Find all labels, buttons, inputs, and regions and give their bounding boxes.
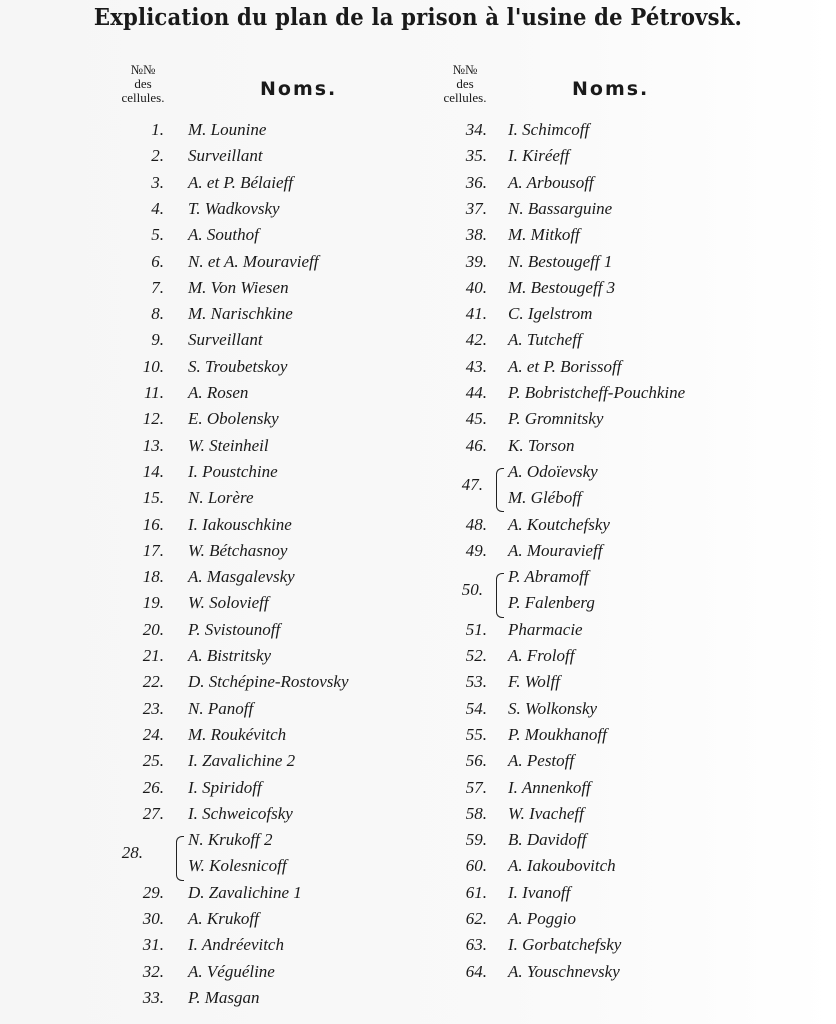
cell-number: 55.	[465, 724, 487, 744]
cell-number: 14.	[142, 461, 164, 481]
occupant-name: Pharmacie	[508, 619, 583, 639]
cell-number: 2.	[151, 146, 164, 166]
occupant-name: P. Bobristcheff-Pouchkine	[508, 383, 686, 402]
cell-number: 63.	[465, 935, 487, 955]
cell-number: 26.	[142, 777, 164, 797]
occupant-name: W. Steinheil	[188, 435, 269, 455]
cell-number: 51.	[465, 619, 487, 639]
occupant-name: I. Andréevitch	[188, 935, 284, 955]
occupant-name: M. Mitkoff	[508, 225, 580, 245]
occupant-name: P. Moukhanoff	[508, 724, 607, 744]
cell-number: 12.	[142, 409, 164, 429]
occupant-name: M. Narischkine	[188, 304, 293, 324]
cell-number: 59.	[465, 830, 487, 850]
cell-number: 62.	[465, 909, 487, 928]
numero-label: №№	[130, 62, 156, 77]
occupant-name: P. Svistounoff	[188, 619, 281, 639]
cell-number: 49.	[465, 540, 487, 560]
occupant-name: A. Southof	[188, 225, 259, 245]
cell-number: 38.	[465, 225, 487, 245]
cell-number: 53.	[465, 672, 487, 692]
cell-number: 3.	[151, 172, 164, 192]
occupant-name: I. Annenkoff	[508, 777, 591, 797]
cell-number: 52.	[465, 646, 487, 665]
cell-number: 16.	[142, 514, 164, 534]
cell-number: 43.	[465, 356, 487, 376]
occupant-name: I. Poustchine	[188, 461, 278, 481]
cell-number: 8.	[151, 304, 164, 324]
occupant-name: Surveillant	[188, 146, 263, 166]
occupant-name: P. Abramoff	[508, 567, 589, 587]
cell-number: 34.	[465, 120, 487, 139]
cell-number: 54.	[465, 698, 487, 718]
cell-number: 58.	[465, 803, 487, 823]
cell-number: 9.	[151, 330, 164, 350]
occupant-name: P. Masgan	[188, 987, 260, 1007]
occupant-name: N. Lorère	[188, 488, 254, 508]
cell-number: 41.	[465, 304, 487, 324]
des-label: des	[456, 76, 474, 91]
occupant-name: P. Gromnitsky	[508, 409, 604, 429]
occupant-name: M. Bestougeff 3	[508, 277, 616, 297]
occupant-name: I. Gorbatchefsky	[508, 935, 622, 955]
occupant-name: D. Zavalichine 1	[188, 882, 302, 902]
occupant-name: A. Koutchefsky	[508, 514, 610, 534]
cell-number: 18.	[142, 567, 164, 587]
cell-number: 11.	[144, 383, 164, 402]
occupant-name: N. Bestougeff 1	[508, 251, 613, 271]
cell-number: 47.	[461, 475, 483, 495]
occupant-name: P. Falenberg	[508, 593, 595, 613]
occupant-name: I. Kiréeff	[508, 146, 570, 166]
occupant-name: I. Schimcoff	[508, 120, 590, 139]
occupant-name: D. Stchépine-Rostovsky	[188, 672, 349, 692]
occupant-name: M. Gléboff	[508, 488, 582, 508]
occupant-name: A. Odoïevsky	[508, 461, 598, 481]
occupant-name: I. Ivanoff	[508, 882, 571, 902]
cell-number: 32.	[142, 961, 164, 981]
numero-label: №№	[452, 62, 478, 77]
cell-number: 7.	[151, 277, 164, 297]
cell-number: 48.	[465, 514, 487, 534]
occupant-name: K. Torson	[508, 435, 575, 455]
occupant-name: C. Igelstrom	[508, 304, 593, 324]
cell-number: 10.	[142, 356, 164, 376]
cell-number: 45.	[465, 409, 487, 429]
cell-number: 17.	[142, 540, 164, 560]
occupant-name: A. Froloff	[508, 646, 575, 665]
cell-number: 28.	[121, 843, 143, 863]
occupant-name: A. et P. Bélaieff	[188, 172, 293, 192]
occupant-name: A. Arbousoff	[508, 172, 594, 192]
cell-number: 57.	[465, 777, 487, 797]
noms-header: Noms.	[572, 78, 650, 100]
cellules-label: cellules.	[443, 90, 487, 105]
cell-number: 23.	[142, 698, 164, 718]
cell-number: 29.	[142, 882, 164, 902]
cell-number: 31.	[142, 935, 164, 955]
cell-number-header	[108, 63, 178, 105]
occupant-name: W. Kolesnicoff	[188, 856, 287, 876]
occupant-name: W. Solovieff	[188, 593, 269, 613]
cell-number: 42.	[465, 330, 487, 350]
cell-number: 1.	[151, 120, 164, 139]
cell-number: 13.	[142, 435, 164, 455]
grouping-brace	[176, 836, 184, 881]
cell-number-header	[430, 63, 500, 105]
occupant-name: E. Obolensky	[188, 409, 279, 429]
cell-number: 15.	[142, 488, 164, 508]
occupant-name: A. et P. Borissoff	[508, 356, 622, 376]
occupant-name: A. Rosen	[188, 383, 249, 402]
cell-number: 25.	[142, 751, 164, 771]
cell-number: 6.	[151, 251, 164, 271]
occupant-name: A. Tutcheff	[508, 330, 582, 350]
occupant-name: Surveillant	[188, 330, 263, 350]
occupant-name: A. Pestoff	[508, 751, 575, 771]
occupant-name: W. Ivacheff	[508, 803, 584, 823]
cell-number: 4.	[151, 198, 164, 218]
occupant-name: B. Davidoff	[508, 830, 587, 850]
occupant-name: N. Panoff	[188, 698, 254, 718]
cell-number: 5.	[151, 225, 164, 245]
cell-number: 24.	[142, 724, 164, 744]
grouping-brace	[496, 468, 504, 513]
occupant-name: M. Roukévitch	[188, 724, 287, 744]
cell-number: 36.	[465, 172, 487, 192]
occupant-name: A. Poggio	[508, 909, 576, 928]
cell-number: 30.	[142, 909, 164, 928]
occupant-name: T. Wadkovsky	[188, 198, 280, 218]
des-label: des	[134, 76, 152, 91]
occupant-name: W. Bétchasnoy	[188, 540, 288, 560]
cell-number: 64.	[465, 961, 487, 981]
occupant-name: A. Bistritsky	[188, 646, 272, 665]
page-title: Explication du plan de la prison à l'usine de Pétrovsk.	[93, 4, 743, 31]
cell-number: 37.	[465, 198, 487, 218]
occupant-name: N. et A. Mouravieff	[188, 251, 319, 271]
cell-number: 61.	[465, 882, 487, 902]
occupant-name: A. Mouravieff	[508, 540, 603, 560]
cellules-label: cellules.	[121, 90, 165, 105]
occupant-name: I. Zavalichine 2	[188, 751, 296, 771]
occupant-name: A. Youschnevsky	[508, 961, 620, 981]
occupant-name: F. Wolff	[508, 672, 560, 692]
occupant-name: M. Von Wiesen	[188, 277, 289, 297]
cell-number: 20.	[142, 619, 164, 639]
occupant-name: A. Iakoubovitch	[508, 856, 616, 876]
occupant-name: A. Masgalevsky	[188, 567, 295, 587]
occupant-name: I. Spiridoff	[188, 777, 262, 797]
cell-number: 56.	[465, 751, 487, 771]
occupant-name: I. Iakouschkine	[188, 514, 292, 534]
cell-number: 39.	[465, 251, 487, 271]
occupant-name: A. Véguéline	[188, 961, 275, 981]
cell-number: 19.	[142, 593, 164, 613]
cell-number: 40.	[465, 277, 487, 297]
cell-number: 46.	[465, 435, 487, 455]
cell-number: 44.	[465, 383, 487, 402]
cell-number: 22.	[142, 672, 164, 692]
cell-number: 50.	[461, 580, 483, 600]
cell-number: 60.	[465, 856, 487, 876]
cell-number: 27.	[142, 803, 164, 823]
grouping-brace	[496, 573, 504, 618]
occupant-name: N. Krukoff 2	[188, 830, 273, 850]
cell-number: 33.	[142, 987, 164, 1007]
occupant-name: N. Bassarguine	[508, 198, 613, 218]
noms-header: Noms.	[260, 78, 338, 100]
cell-number: 35.	[465, 146, 487, 166]
occupant-name: S. Troubetskoy	[188, 356, 288, 376]
occupant-name: A. Krukoff	[188, 909, 259, 928]
occupant-name: I. Schweicofsky	[188, 803, 293, 823]
occupant-name: M. Lounine	[188, 120, 267, 139]
occupant-name: S. Wolkonsky	[508, 698, 598, 718]
cell-number: 21.	[142, 646, 164, 665]
